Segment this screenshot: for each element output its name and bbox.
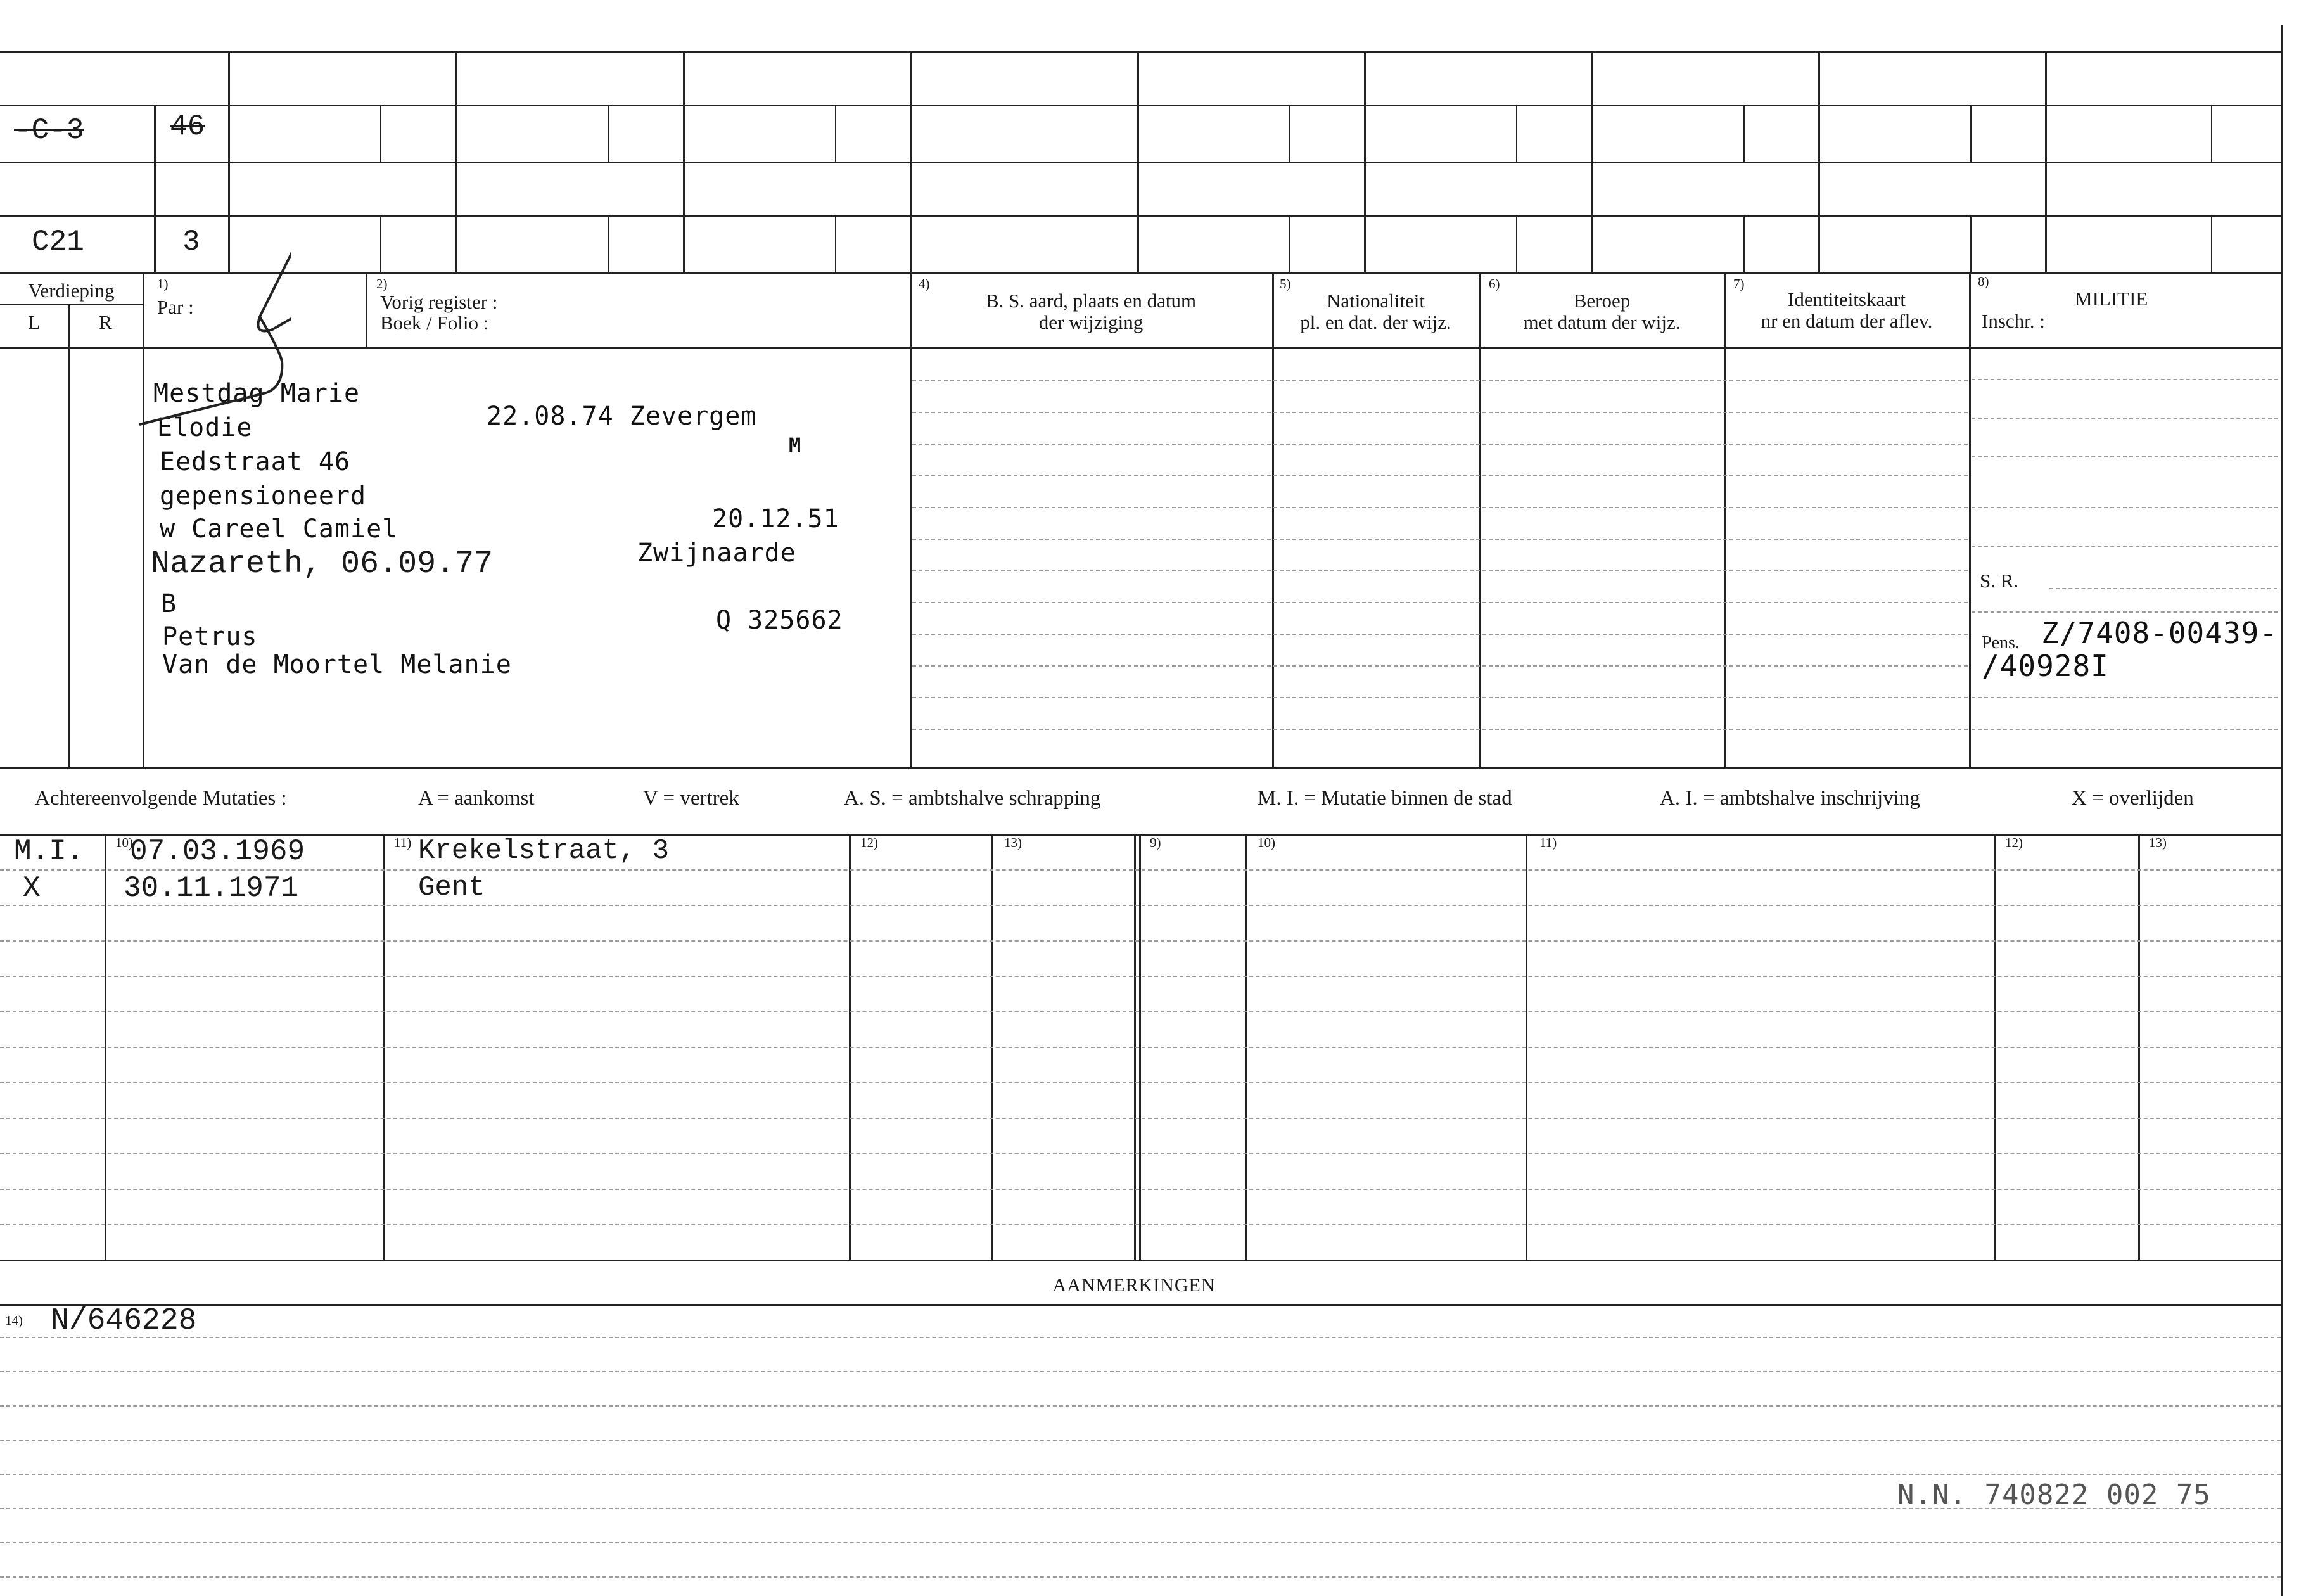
col4-number: 4) <box>919 276 930 291</box>
mut-col11-number: 11) <box>1539 835 1557 850</box>
floor-left-label: L <box>28 311 41 333</box>
sr-label: S. R. <box>1980 570 2019 592</box>
col8-number: 8) <box>1978 274 1989 289</box>
mut-col11a-number: 11) <box>394 835 412 850</box>
legend-mi: M. I. = Mutatie binnen de stad <box>1258 787 1512 810</box>
mother-name: Van de Moortel Melanie <box>162 650 512 679</box>
id-number: Q 325662 <box>716 606 843 635</box>
legend-title: Achtereenvolgende Mutaties : <box>35 787 287 810</box>
old-house-number: 46 <box>170 110 205 143</box>
bs-label-line1: B. S. aard, plaats en datum <box>985 290 1197 312</box>
occupation: gepensioneerd <box>160 482 367 511</box>
col6-number: 6) <box>1489 276 1500 291</box>
marriage-place: Zwijnaarde <box>637 539 796 568</box>
mutation-type: X <box>23 872 41 905</box>
person-second-name: Elodie <box>157 413 253 442</box>
sex-mark: M <box>789 433 802 457</box>
pens-label: Pens. <box>1982 633 2020 653</box>
col1-number: 1) <box>157 276 169 291</box>
person-name: Mestdag Marie <box>153 379 360 408</box>
identiteitskaart-label: Identiteitskaart <box>1788 288 1906 310</box>
col2-number: 2) <box>376 276 388 291</box>
mutation-date: 07.03.1969 <box>130 835 305 868</box>
identiteitskaart-sublabel: nr en datum der aflev. <box>1761 310 1933 332</box>
legend-as: A. S. = ambtshalve schrapping <box>844 787 1101 810</box>
bs-label-line2: der wijziging <box>1038 311 1143 333</box>
legend-a: A = aankomst <box>418 787 535 810</box>
remarks-text: N/646228 <box>51 1304 197 1338</box>
mut-col9-number: 9) <box>1150 835 1161 850</box>
mut-col13-number: 13) <box>1004 835 1022 850</box>
militie-label: MILITIE <box>2075 288 2148 310</box>
mutation-type: M.I. <box>14 835 84 868</box>
mut-col12-number: 12) <box>860 835 878 850</box>
boek-folio-label: Boek / Folio : <box>380 312 489 334</box>
mutation-place: Krekelstraat, 3 <box>418 835 670 867</box>
mut-col13b-number: 13) <box>2149 835 2167 850</box>
col5-number: 5) <box>1280 276 1291 291</box>
mut-col10a-number: 10) <box>115 835 133 850</box>
pension-number-line2: /40928I <box>1982 649 2109 683</box>
house-number: 3 <box>182 226 200 259</box>
inschr-label: Inschr. : <box>1982 310 2045 332</box>
legend-x: X = overlijden <box>2072 787 2194 810</box>
nationaliteit-sublabel: pl. en dat. der wijz. <box>1300 311 1451 333</box>
address: Eedstraat 46 <box>160 447 350 476</box>
section-code: C21 <box>32 226 84 259</box>
origin: Nazareth, 06.09.77 <box>151 546 494 582</box>
status-code: B <box>161 589 177 618</box>
legend-ai: A. I. = ambtshalve inschrijving <box>1660 787 1920 810</box>
nn-number: N.N. 740822 002 75 <box>1897 1479 2211 1511</box>
pen-mark-icon <box>127 234 291 437</box>
legend-v: V = vertrek <box>643 787 739 810</box>
verdieping-label: Verdieping <box>28 279 115 302</box>
vorig-register-label: Vorig register : <box>380 291 498 313</box>
floor-right-label: R <box>99 311 112 333</box>
spouse: w Careel Camiel <box>160 514 398 544</box>
pension-number-line1: Z/7408-00439- <box>2041 616 2278 650</box>
col7-number: 7) <box>1733 276 1745 291</box>
mut-col12b-number: 12) <box>2005 835 2023 850</box>
mut-col10-number: 10) <box>1258 835 1275 850</box>
old-section-code: -C-3 <box>14 114 84 147</box>
mutation-date: 30.11.1971 <box>124 872 299 905</box>
marriage-date: 20.12.51 <box>712 504 839 533</box>
beroep-label: Beroep <box>1573 290 1631 312</box>
father-name: Petrus <box>162 622 258 651</box>
par-label: Par : <box>157 296 194 318</box>
mutation-place: Gent <box>418 872 485 903</box>
remarks-number: 14) <box>5 1313 23 1328</box>
nationaliteit-label: Nationaliteit <box>1327 290 1425 312</box>
beroep-sublabel: met datum der wijz. <box>1523 311 1681 333</box>
remarks-title: AANMERKINGEN <box>1052 1275 1216 1296</box>
birth-date-place: 22.08.74 Zevergem <box>487 402 757 431</box>
